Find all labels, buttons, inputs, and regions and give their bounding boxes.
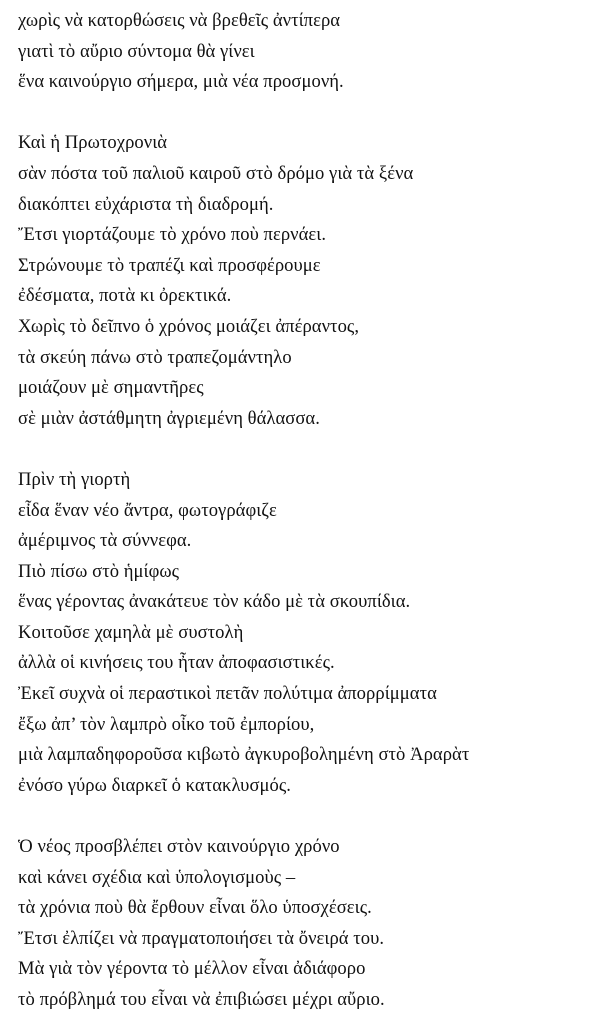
stanza-3 (18, 465, 593, 802)
stanza-1 (18, 6, 593, 98)
poem-line: μιὰ λαμπαδηφοροῦσα κιβωτὸ ἀγκυροβολημένη στὸ Ἀραρὰτ (18, 744, 470, 766)
poem-line: διακόπτει εὐχάριστα τὴ διαδρομή. (18, 193, 274, 215)
poem-line: εἶδα ἕναν νέο ἄντρα, φωτογράφιζε (18, 499, 277, 521)
poem-line: μοιάζουν μὲ σημαντῆρες (18, 377, 204, 399)
poem-line: ἕνας γέροντας ἀνακάτευε τὸν κάδο μὲ τὰ σκουπίδια. (18, 591, 411, 613)
poem-line: Καὶ ἡ Πρωτοχρονιὰ (18, 132, 168, 154)
poem-line: Ἔτσι ἐλπίζει νὰ πραγματοποιήσει τὰ ὄνειρά του. (18, 927, 385, 949)
poem-line: Μὰ γιὰ τὸν γέροντα τὸ μέλλον εἶναι ἀδιάφορο (18, 958, 366, 980)
poem-line: Πιὸ πίσω στὸ ἡμίφως (18, 560, 180, 582)
poem-line: Χωρὶς τὸ δεῖπνο ὁ χρόνος μοιάζει ἀπέραντος, (18, 315, 360, 337)
poem-line: ἀλλὰ οἱ κινήσεις του ἦταν ἀποφασιστικές. (18, 652, 335, 674)
poem-line: σὲ μιὰν ἀστάθμητη ἀγριεμένη θάλασσα. (18, 407, 320, 429)
poem-line: Στρώνουμε τὸ τραπέζι καὶ προσφέρουμε (18, 254, 321, 276)
poem-line: ἔξω ἀπ’ τὸν λαμπρὸ οἶκο τοῦ ἐμπορίου, (18, 713, 315, 735)
poem-line: Ἔτσι γιορτάζουμε τὸ χρόνο ποὺ περνάει. (18, 224, 327, 246)
poem-line: Κοιτοῦσε χαμηλὰ μὲ συστολὴ (18, 621, 244, 643)
poem-line: ἕνα καινούργιο σήμερα, μιὰ νέα προσμονή. (18, 71, 344, 93)
poem-line: ἀμέριμνος τὰ σύννεφα. (18, 530, 192, 552)
poem-line: χωρὶς νὰ κατορθώσεις νὰ βρεθεῖς ἀντίπερα (18, 10, 341, 31)
poem-line: Πρὶν τὴ γιορτὴ (18, 468, 131, 490)
poem-line: καὶ κάνει σχέδια καὶ ὑπολογισμοὺς – (18, 866, 296, 888)
poem-line: τὸ πρόβλημά του εἶναι νὰ ἐπιβιώσει μέχρι αὔριο. (18, 989, 385, 1010)
poem-line: τὰ χρόνια ποὺ θὰ ἔρθουν εἶναι ὅλο ὑποσχέσεις. (18, 897, 372, 919)
poem-line: Ὁ νέος προσβλέπει στὸν καινούργιο χρόνο (18, 836, 340, 858)
stanza-4 (18, 832, 593, 1016)
poem-line: σὰν πόστα τοῦ παλιοῦ καιροῦ στὸ δρόμο γιὰ τὰ ξένα (18, 162, 414, 184)
poem-line: ἐδέσματα, ποτὰ κι ὀρεκτικά. (18, 285, 232, 307)
poem-line: ἐνόσο γύρω διαρκεῖ ὁ κατακλυσμός. (18, 774, 291, 796)
poem-line: γιατὶ τὸ αὔριο σύντομα θὰ γίνει (18, 40, 255, 62)
poem-line: Ἐκεῖ συχνὰ οἱ περαστικοὶ πετᾶν πολύτιμα ἀπορρίμματα (18, 683, 437, 705)
poem-line: τὰ σκεύη πάνω στὸ τραπεζομάντηλο (18, 346, 292, 368)
poem-page (18, 6, 593, 1016)
stanza-2 (18, 128, 593, 434)
